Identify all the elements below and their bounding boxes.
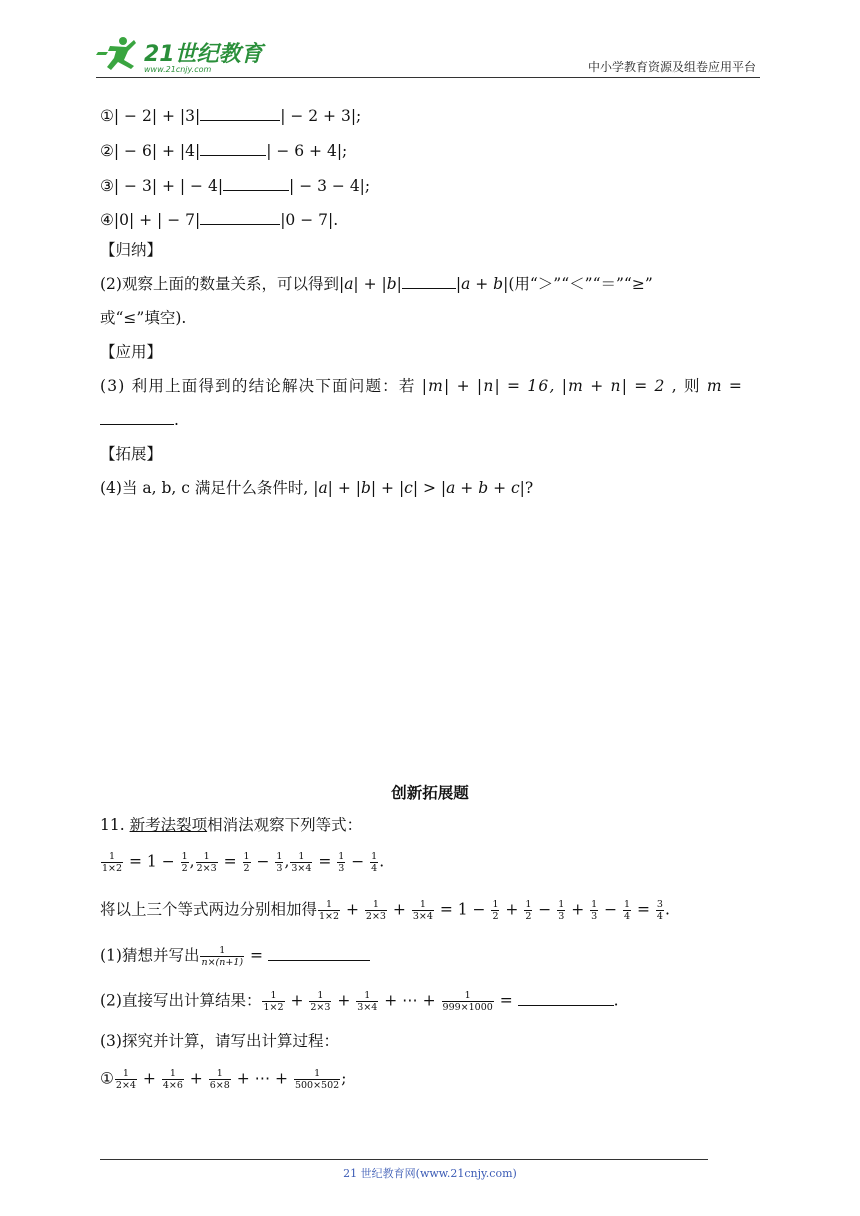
guina-question-cont: 或“≤”填空).	[100, 309, 187, 327]
q11-equations: $\frac{1}{1\times 2}$ = 1 − $\frac{1}{2}$ , $\frac{1}{2\times 3}$ = $\frac{1}{2}$ − $\frac{1}{3}$ , $\frac{1}{3\times 4}$ = $\frac{1}{3}$ − $\frac{1}{4}$ .	[102, 851, 385, 874]
question-tag: 新考法裂项	[129, 816, 208, 834]
footer-divider	[100, 1159, 708, 1160]
answer-blank[interactable]	[518, 991, 614, 1006]
item-number: ③	[100, 177, 114, 195]
expr-right: | − 2 + 3|;	[280, 107, 362, 125]
expr-left: |0| + | − 7|	[113, 211, 201, 229]
expr-right: | − 3 − 4|;	[289, 177, 371, 195]
site-logo	[96, 34, 266, 74]
answer-blank[interactable]	[223, 176, 289, 191]
expr-right: | − 6 + 4|;	[266, 142, 348, 160]
svg-text:21世纪教育: 21世纪教育	[144, 42, 263, 67]
question-2-line	[100, 141, 347, 161]
expr-left: | − 3| + | − 4|	[113, 177, 224, 195]
question-1-line	[100, 106, 361, 126]
question-3-line	[100, 176, 370, 196]
yingyong-heading: 【应用】	[100, 343, 163, 361]
math-expr: |a + b|	[455, 275, 509, 293]
q11-stem: 11. 新考法裂项相消法观察下列等式：	[100, 816, 363, 834]
q11-part3-item1: ① $\frac{1}{2\times 4}$ + $\frac{1}{4\times 6}$ + $\frac{1}{6\times 8}$ + ⋯ + $\frac{1}{500\times 502}$ ;	[100, 1068, 347, 1091]
page-header	[96, 28, 760, 80]
yingyong-answer-line: .	[100, 410, 179, 430]
item-number: ②	[100, 142, 114, 160]
answer-blank[interactable]	[100, 410, 174, 425]
item-number: ①	[100, 107, 114, 125]
yingyong-question: (3) 利用上面得到的结论解决下面问题：若 |m| + |n| = 16, |m + n| = 2 , 则 m =	[100, 377, 744, 395]
expr-left: | − 6| + |4|	[113, 142, 201, 160]
answer-blank[interactable]	[200, 210, 280, 225]
tuozhan-heading: 【拓展】	[100, 445, 163, 463]
math-expr: |a| + |b|	[338, 275, 402, 293]
guina-question: (2)观察上面的数量关系，可以得到|a| + |b| |a + b|(用“＞”“＜”“＝”“≥”	[100, 275, 653, 293]
tuozhan-question: (4)当 a, b, c 满足什么条件时, |a| + |b| + |c| > |a + b + c|?	[100, 479, 534, 497]
footer-text: 21 世纪教育网(www.21cnjy.com)	[343, 1167, 517, 1180]
guina-heading: 【归纳】	[100, 241, 163, 259]
answer-blank[interactable]	[200, 106, 280, 121]
section-title: 创新拓展题	[391, 784, 469, 802]
q11-sum: 将以上三个等式两边分别相加得 $\frac{1}{1\times 2}$ + $\frac{1}{2\times 3}$ + $\frac{1}{3\times 4}$ = 1 − $\frac{1}{2}$ + $\frac{1}{2}$ − $\frac{1}{3}$ + $\frac{1}{3}$ − $\frac{1}{4}$ = $\frac{3}{4}$ .	[100, 899, 670, 922]
runner-icon	[96, 37, 136, 70]
answer-blank[interactable]	[200, 141, 266, 156]
platform-name: 中小学教育资源及组卷应用平台	[587, 60, 756, 74]
header-divider	[96, 77, 760, 78]
q11-part2: (2)直接写出计算结果： $\frac{1}{1\times 2}$ + $\frac{1}{2\times 3}$ + $\frac{1}{3\times 4}$ + ⋯ + $\frac{1}{999\times 1000}$ = .	[100, 990, 619, 1013]
expr-right: |0 − 7|.	[280, 211, 339, 229]
math-expr: |m| + |n| = 16, |m + n| = 2	[421, 377, 666, 395]
math-expr: |a| + |b| + |c| > |a + b + c|	[313, 479, 525, 497]
svg-text:www.21cnjy.com: www.21cnjy.com	[144, 65, 212, 74]
answer-blank[interactable]	[268, 946, 370, 961]
q11-part1: (1)猜想并写出 $\frac{1}{n\times(n+1)}$ =	[100, 945, 370, 968]
item-number: ④	[100, 211, 114, 229]
expr-left: | − 2| + |3|	[113, 107, 201, 125]
answer-blank[interactable]	[402, 274, 456, 289]
q11-part3: (3)探究并计算，请写出计算过程：	[100, 1032, 339, 1050]
question-4-line	[100, 210, 338, 230]
